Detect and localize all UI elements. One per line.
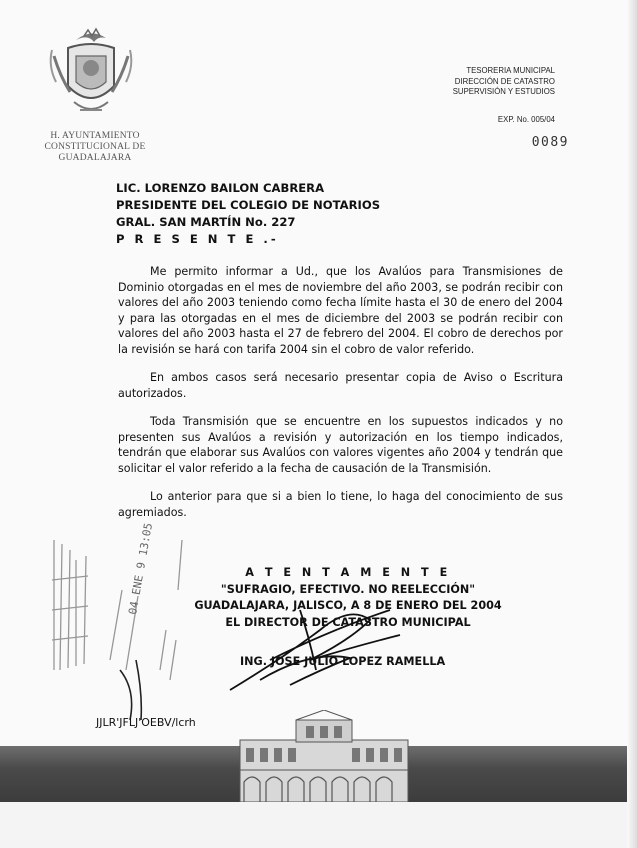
reference-initials: JJLR'JFLJ'OEBV/lcrh [96, 716, 196, 729]
file-number: EXP. No. 005/04 [497, 115, 555, 124]
closing-place-date: GUADALAJARA, JALISCO, A 8 DE ENERO DEL 2004 [194, 599, 502, 612]
municipality-line: GUADALAJARA [58, 153, 132, 163]
municipality-name [20, 131, 170, 164]
letter-body [118, 264, 563, 533]
department-header [453, 66, 555, 98]
body-paragraph: En ambos casos será necesario presentar copia de Aviso o Escritura autorizados. [118, 371, 563, 400]
stamp-date: 04 ENE 9 13:05 [126, 521, 156, 616]
closing-atentamente: A T E N T A M E N T E [245, 566, 451, 579]
department-line: DIRECCIÓN DE CATASTRO [454, 76, 555, 86]
municipality-line: H. AYUNTAMIENTO [50, 131, 140, 141]
footer-bottom-strip [0, 802, 637, 848]
body-paragraph: Me permito informar a Ud., que los Avalúos para Transmisiones de Dominio otorgadas en el mes de noviembre del año 2003, se podrán recibir con valores del año 2003 teniendo como fecha límite hasta el 30 de enero del 2004 y para las otorgadas en el mes de diciembre del 2003 se podrán recibir con valores del año 2003 hasta el 27 de febrero del 2004. El cobro de derechos por la revisión se hará con tarifa 2004 sin el cobro de valor referido. [118, 265, 563, 356]
scan-edge [627, 0, 637, 848]
department-line: TESORERIA MUNICIPAL [466, 66, 555, 75]
recipient-block [116, 180, 380, 248]
recipient-address: GRAL. SAN MARTÍN No. 227 [116, 215, 296, 229]
salutation: P R E S E N T E .- [116, 232, 279, 246]
recipient-title: PRESIDENTE DEL COLEGIO DE NOTARIOS [116, 198, 381, 212]
coat-of-arms-icon [46, 26, 136, 126]
folio-number: 0089 [531, 135, 569, 150]
municipality-line: CONSTITUCIONAL DE [44, 142, 146, 152]
recipient-name: LIC. LORENZO BAILON CABRERA [116, 181, 325, 195]
signer-name: ING. JOSE JULIO LOPEZ RAMELLA [240, 655, 446, 668]
department-line: SUPERVISIÓN Y ESTUDIOS [452, 87, 555, 96]
closing-motto: "SUFRAGIO, EFECTIVO. NO REELECCIÓN" [220, 582, 476, 596]
closing-block [178, 565, 518, 631]
closing-position: EL DIRECTOR DE CATASTRO MUNICIPAL [225, 615, 471, 629]
city-hall-building-icon [236, 710, 412, 802]
body-paragraph: Lo anterior para que si a bien lo tiene, lo haga del conocimiento de sus agremiados. [118, 490, 563, 519]
body-paragraph: Toda Transmisión que se encuentre en los supuestos indicados y no presenten sus Avalúos a revisión y autorización en los tiempo indicados, tendrán que elaborar sus Avalúos con valores vigentes año 2004 y tendrán que solicitar el valor referido a la fecha de causación de la Transmisión. [118, 415, 563, 475]
